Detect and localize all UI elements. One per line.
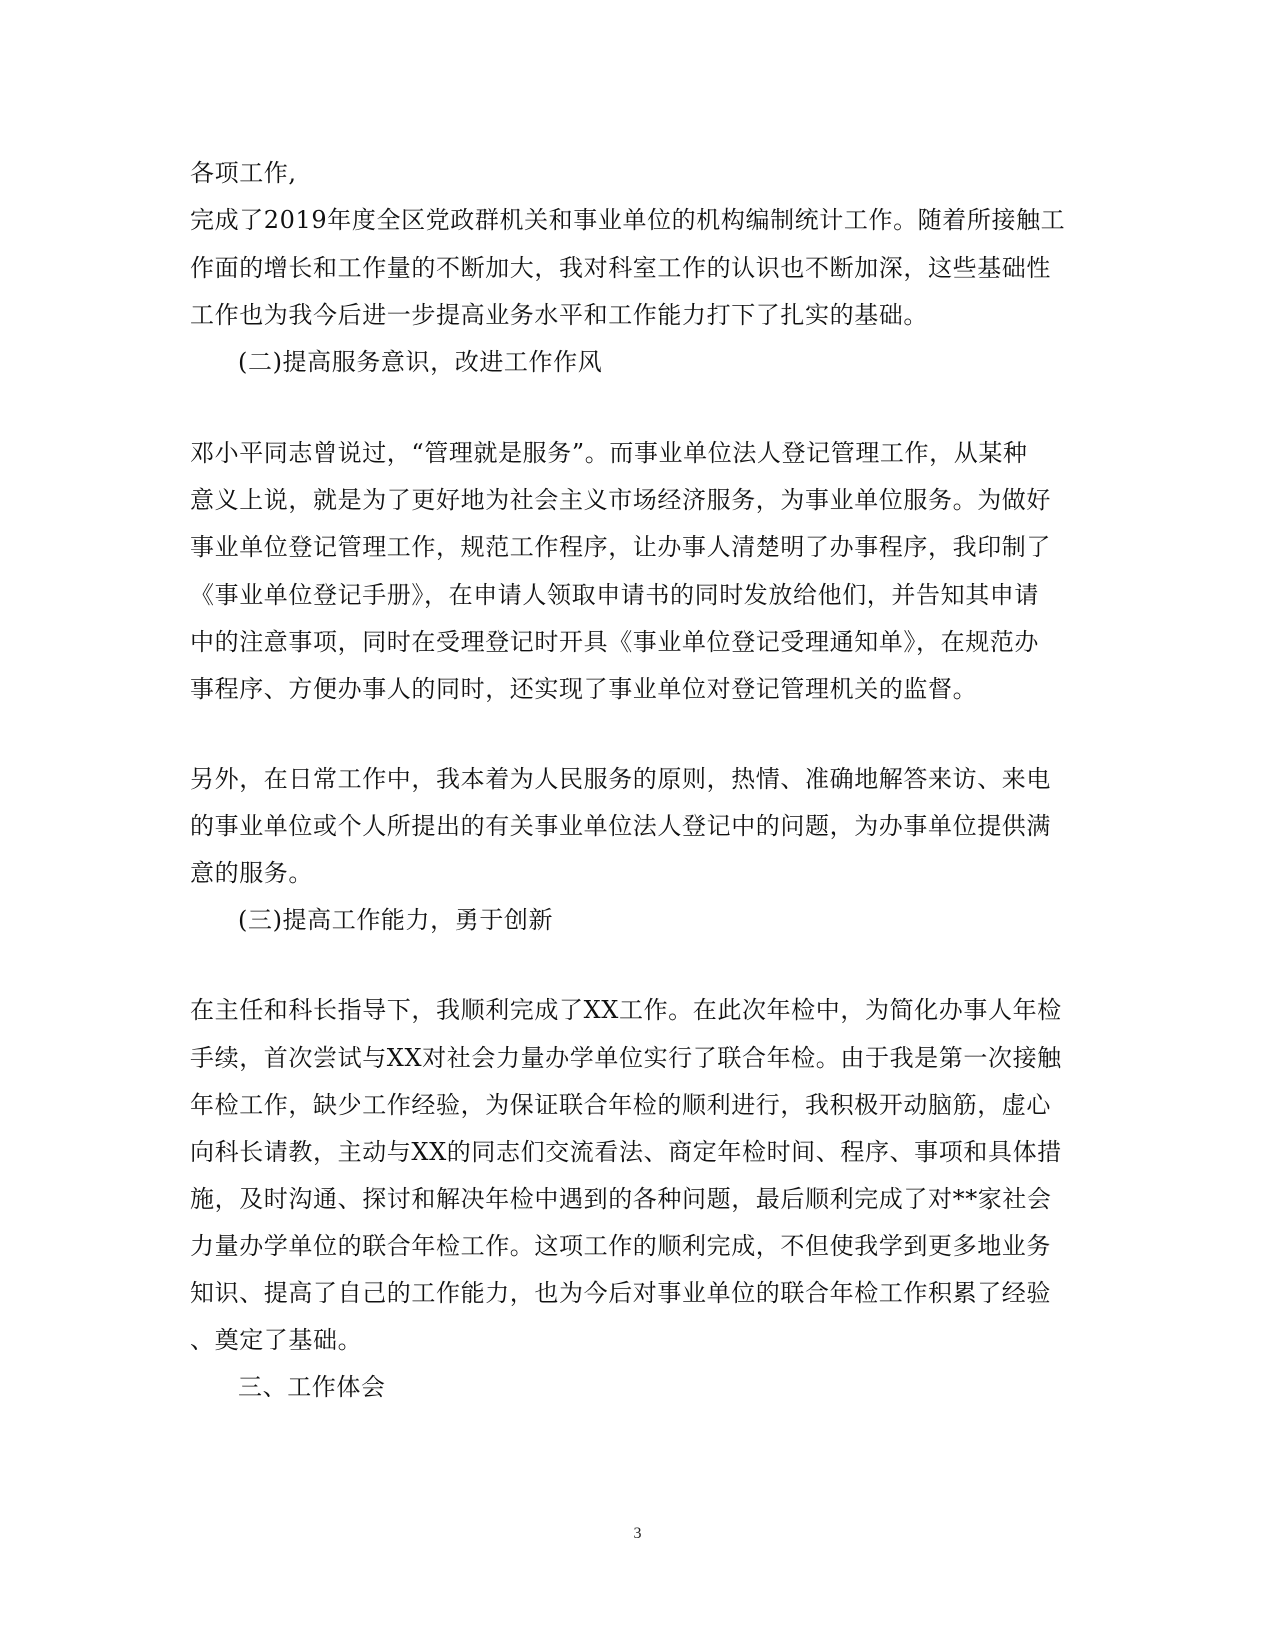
paragraph-line: 年检工作，缺少工作经验，为保证联合年检的顺利进行，我积极开动脑筋，虚心	[190, 1091, 1051, 1119]
paragraph-line: 《事业单位登记手册》，在申请人领取申请书的同时发放给他们，并告知其申请	[190, 581, 1039, 609]
paragraph-line: 手续，首次尝试与XX对社会力量办学单位实行了联合年检。由于我是第一次接触	[190, 1044, 1062, 1072]
paragraph-line: 意义上说，就是为了更好地为社会主义市场经济服务，为事业单位服务。为做好	[190, 486, 1051, 514]
paragraph-line: 作面的增长和工作量的不断加大，我对科室工作的认识也不断加深，这些基础性	[190, 254, 1051, 282]
paragraph-line: 各项工作,	[190, 159, 297, 187]
paragraph-line: 完成了2019年度全区党政群机关和事业单位的机构编制统计工作。随着所接触工	[190, 206, 1066, 234]
page-number: 3	[633, 1525, 642, 1542]
paragraph-line: 力量办学单位的联合年检工作。这项工作的顺利完成，不但使我学到更多地业务	[190, 1232, 1051, 1260]
paragraph-line: 、奠定了基础。	[190, 1326, 363, 1354]
paragraph-line: 另外，在日常工作中，我本着为人民服务的原则，热情、准确地解答来访、来电	[190, 765, 1051, 793]
paragraph-line: 施，及时沟通、探讨和解决年检中遇到的各种问题，最后顺利完成了对**家社会	[190, 1185, 1052, 1213]
paragraph-line: 在主任和科长指导下，我顺利完成了XX工作。在此次年检中，为简化办事人年检	[190, 996, 1062, 1024]
paragraph-line: 中的注意事项，同时在受理登记时开具《事业单位登记受理通知单》，在规范办	[190, 628, 1039, 656]
paragraph-line: 事程序、方便办事人的同时，还实现了事业单位对登记管理机关的监督。	[190, 675, 978, 703]
section-heading: 三、工作体会	[238, 1373, 386, 1401]
paragraph-line: 工作也为我今后进一步提高业务水平和工作能力打下了扎实的基础。	[190, 301, 928, 329]
paragraph-line: 邓小平同志曾说过，“管理就是服务”。而事业单位法人登记管理工作，从某种	[190, 439, 1028, 467]
paragraph-line: 事业单位登记管理工作，规范工作程序，让办事人清楚明了办事程序，我印制了	[190, 533, 1051, 561]
paragraph-line: 向科长请教，主动与XX的同志们交流看法、商定年检时间、程序、事项和具体措	[190, 1138, 1062, 1166]
paragraph-line: 知识、提高了自己的工作能力，也为今后对事业单位的联合年检工作积累了经验	[190, 1279, 1051, 1307]
paragraph-line: 的事业单位或个人所提出的有关事业单位法人登记中的问题，为办事单位提供满	[190, 812, 1051, 840]
paragraph-line: 意的服务。	[190, 859, 313, 887]
section-heading: (二)提高服务意识，改进工作作风	[238, 348, 603, 376]
section-heading: (三)提高工作能力，勇于创新	[238, 906, 554, 934]
